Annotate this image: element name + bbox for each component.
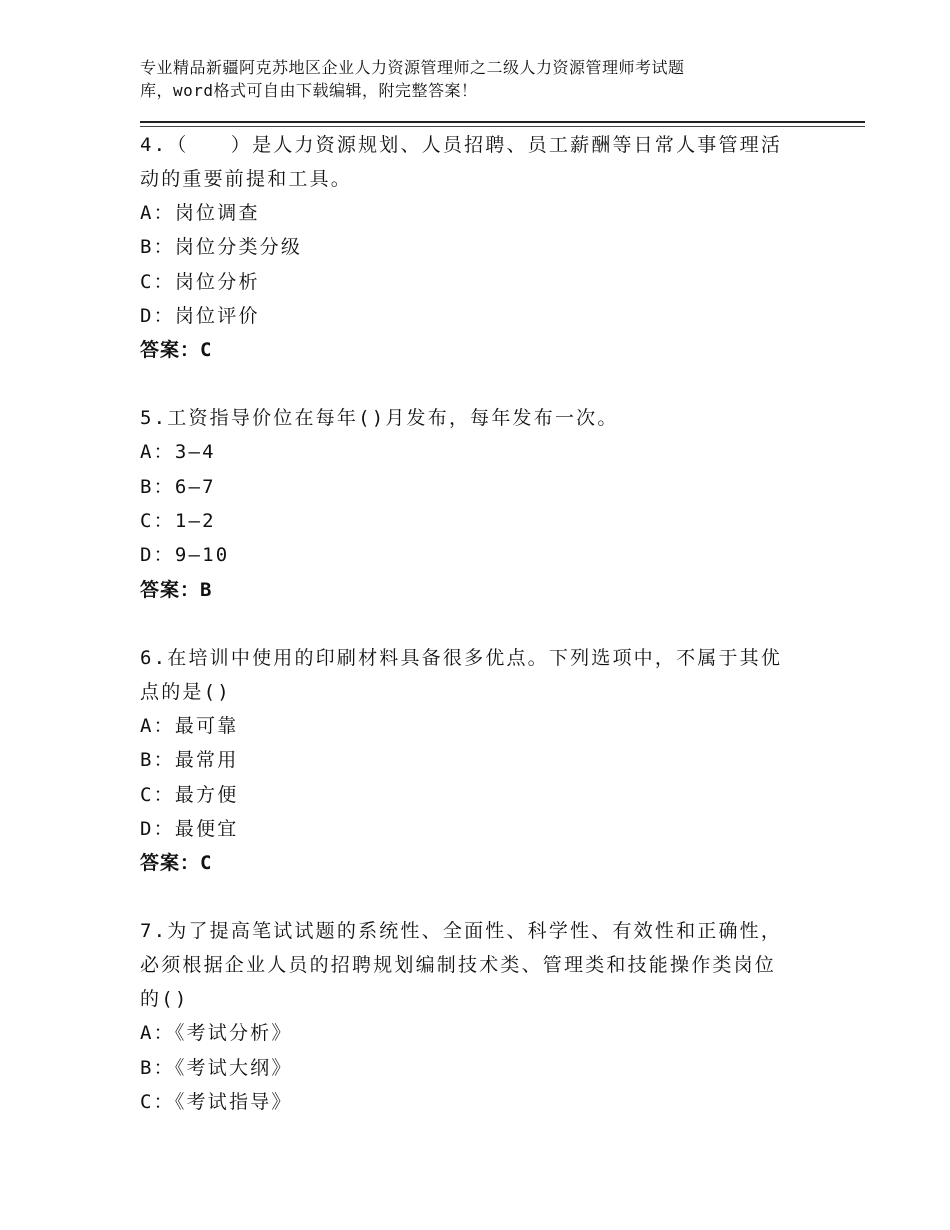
option-a: A：最可靠 <box>140 714 239 737</box>
question-stem-line: 必须根据企业人员的招聘规划编制技术类、管理类和技能操作类岗位 <box>140 954 777 977</box>
header-line-1: 专业精品新疆阿克苏地区企业人力资源管理师之二级人力资源管理师考试题 <box>140 58 685 77</box>
header-line-2: 库，word格式可自由下载编辑，附完整答案！ <box>140 81 478 100</box>
option-d: D：岗位评价 <box>140 304 260 327</box>
question-6 <box>140 641 800 880</box>
option-b: B：6—7 <box>140 475 216 498</box>
header-rule-thin <box>140 126 865 127</box>
question-stem-line: 动的重要前提和工具。 <box>140 168 353 190</box>
question-7 <box>140 914 800 1119</box>
answer-label: 答案：B <box>140 578 213 601</box>
option-b: B：最常用 <box>140 749 239 772</box>
option-b: B：《考试大纲》 <box>140 1056 293 1079</box>
option-c: C：最方便 <box>140 783 239 806</box>
question-5 <box>140 401 800 606</box>
question-stem-line: 点的是() <box>140 680 231 703</box>
question-stem-line: 4.（ ）是人力资源规划、人员招聘、员工薪酬等日常人事管理活 <box>140 134 783 156</box>
option-a: A：3—4 <box>140 441 216 464</box>
option-a: A：《考试分析》 <box>140 1022 293 1045</box>
answer-label: 答案：C <box>140 852 213 875</box>
option-d: D：最便宜 <box>140 817 239 840</box>
option-c: C：《考试指导》 <box>140 1091 293 1114</box>
option-b: B：岗位分类分级 <box>140 236 303 259</box>
question-stem-line: 7.为了提高笔试试题的系统性、全面性、科学性、有效性和正确性， <box>140 920 783 943</box>
answer-label: 答案：C <box>140 339 213 362</box>
question-stem-line: 5.工资指导价位在每年()月发布，每年发布一次。 <box>140 407 619 430</box>
question-list <box>140 128 800 1153</box>
header-rule-thick <box>140 121 865 123</box>
question-stem-line: 6.在培训中使用的印刷材料具备很多优点。下列选项中，不属于其优 <box>140 646 783 669</box>
question-4 <box>140 128 800 367</box>
option-d: D：9—10 <box>140 544 230 567</box>
option-c: C：1—2 <box>140 510 216 533</box>
option-a: A：岗位调查 <box>140 202 260 224</box>
document-header <box>140 56 780 102</box>
option-c: C：岗位分析 <box>140 270 260 293</box>
question-stem-line: 的() <box>140 988 189 1011</box>
